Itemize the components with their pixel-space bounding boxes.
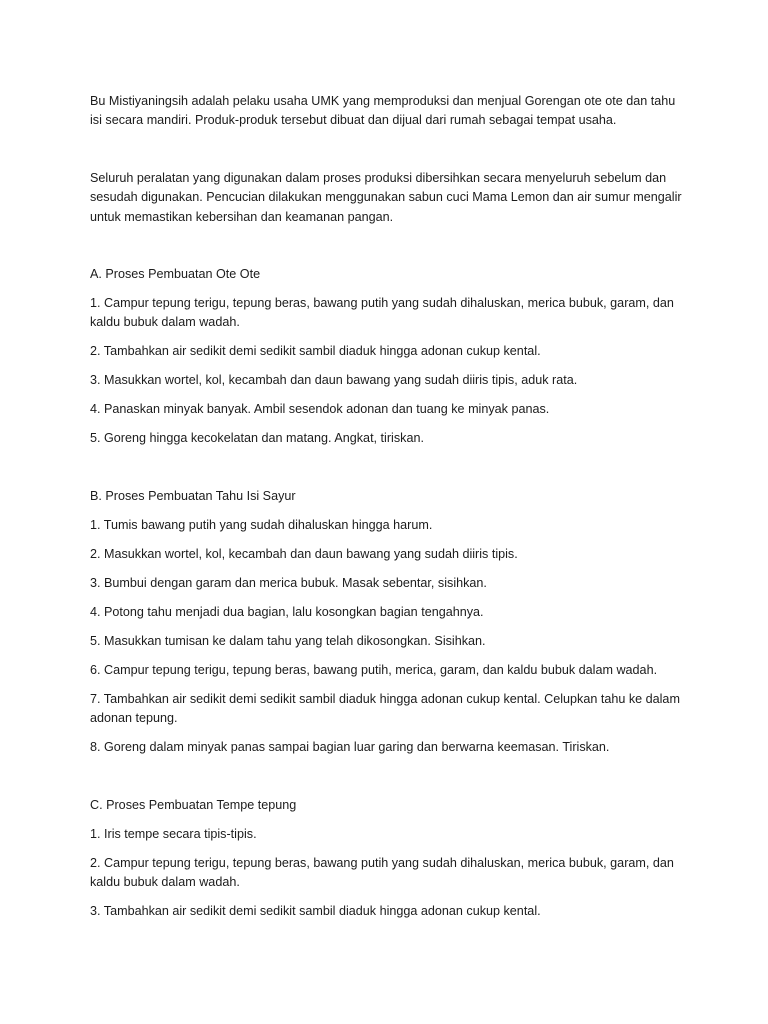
document-body [90, 92, 686, 931]
step-a-2: 2. Tambahkan air sedikit demi sedikit sambil diaduk hingga adonan cukup kental. [90, 344, 541, 359]
section-heading-c: C. Proses Pembuatan Tempe tepung [90, 797, 297, 812]
step-b-8: 8. Goreng dalam minyak panas sampai bagian luar garing dan berwarna keemasan. Tiriskan. [90, 740, 610, 755]
step-a-3: 3. Masukkan wortel, kol, kecambah dan daun bawang yang sudah diiris tipis, aduk rata. [90, 373, 578, 388]
step-c-2: 2. Campur tepung terigu, tepung beras, bawang putih yang sudah dihaluskan, merica bubuk, garam, dan kaldu bubuk dalam wadah. [90, 855, 674, 890]
step-a-4: 4. Panaskan minyak banyak. Ambil sesendok adonan dan tuang ke minyak panas. [90, 402, 550, 417]
step-a-5: 5. Goreng hingga kecokelatan dan matang. Angkat, tiriskan. [90, 431, 424, 446]
intro-paragraph-2: Seluruh peralatan yang digunakan dalam proses produksi dibersihkan secara menyeluruh sebelum dan sesudah digunakan. Pencucian dilakukan menggunakan sabun cuci Mama Lemon dan air sumur mengalir untuk memastikan kebersihan dan keamanan pangan. [90, 170, 682, 224]
step-c-1: 1. Iris tempe secara tipis-tipis. [90, 826, 257, 841]
section-heading-b: B. Proses Pembuatan Tahu Isi Sayur [90, 488, 296, 503]
step-a-1: 1. Campur tepung terigu, tepung beras, bawang putih yang sudah dihaluskan, merica bubuk, garam, dan kaldu bubuk dalam wadah. [90, 296, 674, 330]
step-b-1: 1. Tumis bawang putih yang sudah dihaluskan hingga harum. [90, 517, 433, 532]
step-c-3: 3. Tambahkan air sedikit demi sedikit sambil diaduk hingga adonan cukup kental. [90, 904, 541, 919]
intro-paragraph-1: Bu Mistiyaningsih adalah pelaku usaha UMK yang memproduksi dan menjual Gorengan ote ote dan tahu isi secara mandiri. Produk-produk tersebut dibuat dan dijual dari rumah sebagai tempat usaha. [90, 94, 676, 128]
step-b-5: 5. Masukkan tumisan ke dalam tahu yang telah dikosongkan. Sisihkan. [90, 633, 486, 648]
step-b-3: 3. Bumbui dengan garam dan merica bubuk. Masak sebentar, sisihkan. [90, 575, 487, 590]
step-b-2: 2. Masukkan wortel, kol, kecambah dan daun bawang yang sudah diiris tipis. [90, 546, 518, 561]
section-heading-a: A. Proses Pembuatan Ote Ote [90, 267, 261, 282]
step-b-4: 4. Potong tahu menjadi dua bagian, lalu kosongkan bagian tengahnya. [90, 604, 484, 619]
step-b-7: 7. Tambahkan air sedikit demi sedikit sambil diaduk hingga adonan cukup kental. Celupkan tahu ke dalam adonan tepung. [90, 691, 680, 726]
step-b-6: 6. Campur tepung terigu, tepung beras, bawang putih, merica, garam, dan kaldu bubuk dalam wadah. [90, 662, 658, 677]
